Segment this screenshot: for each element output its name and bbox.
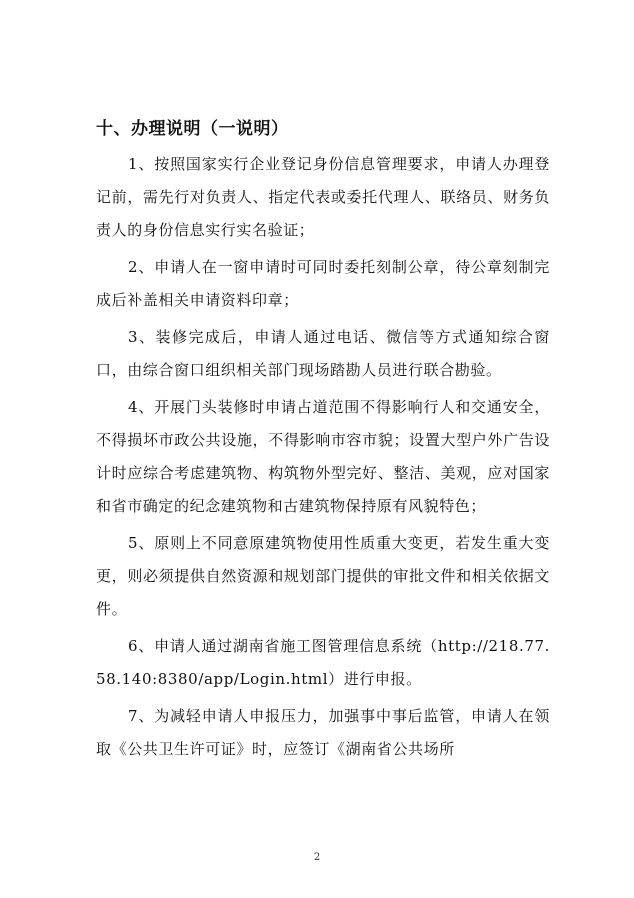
paragraph-item-4: 4、开展门头装修时申请占道范围不得影响行人和交通安全，不得损坏市政公共设施，不得影响市容市貌；设置大型户外广告设计时应综合考虑建筑物、构筑物外型完好、整洁、美观，应对国家和省市确定的纪念建筑物和古建筑物保持原有风貌特色； bbox=[96, 398, 550, 515]
paragraph-item-5: 5、原则上不同意原建筑物使用性质重大变更，若发生重大变更，则必须提供自然资源和规划部门提供的审批文件和相关依据文件。 bbox=[96, 534, 550, 618]
paragraph-item-2: 2、申请人在一窗申请时可同时委托刻制公章，待公章刻制完成后补盖相关申请资料印章； bbox=[96, 258, 550, 309]
paragraph-item-6: 6、申请人通过湖南省施工图管理信息系统（http://218.77.58.140:8380/app/Login.html）进行申报。 bbox=[96, 637, 550, 688]
paragraph-item-1: 1、按照国家实行企业登记身份信息管理要求，申请人办理登记前，需先行对负责人、指定代表或委托代理人、联络员、财务负责人的身份信息实行实名验证； bbox=[96, 155, 550, 239]
paragraph-item-3: 3、装修完成后，申请人通过电话、微信等方式通知综合窗口，由综合窗口组织相关部门现场踏勘人员进行联合勘验。 bbox=[96, 328, 550, 379]
page-number: 2 bbox=[313, 852, 321, 863]
document-body bbox=[96, 112, 550, 770]
paragraph-item-7: 7、为减轻申请人申报压力，加强事中事后监管，申请人在领取《公共卫生许可证》时，应签订《湖南省公共场所 bbox=[96, 707, 550, 758]
section-title: 十、办理说明（一说明） bbox=[96, 119, 289, 139]
